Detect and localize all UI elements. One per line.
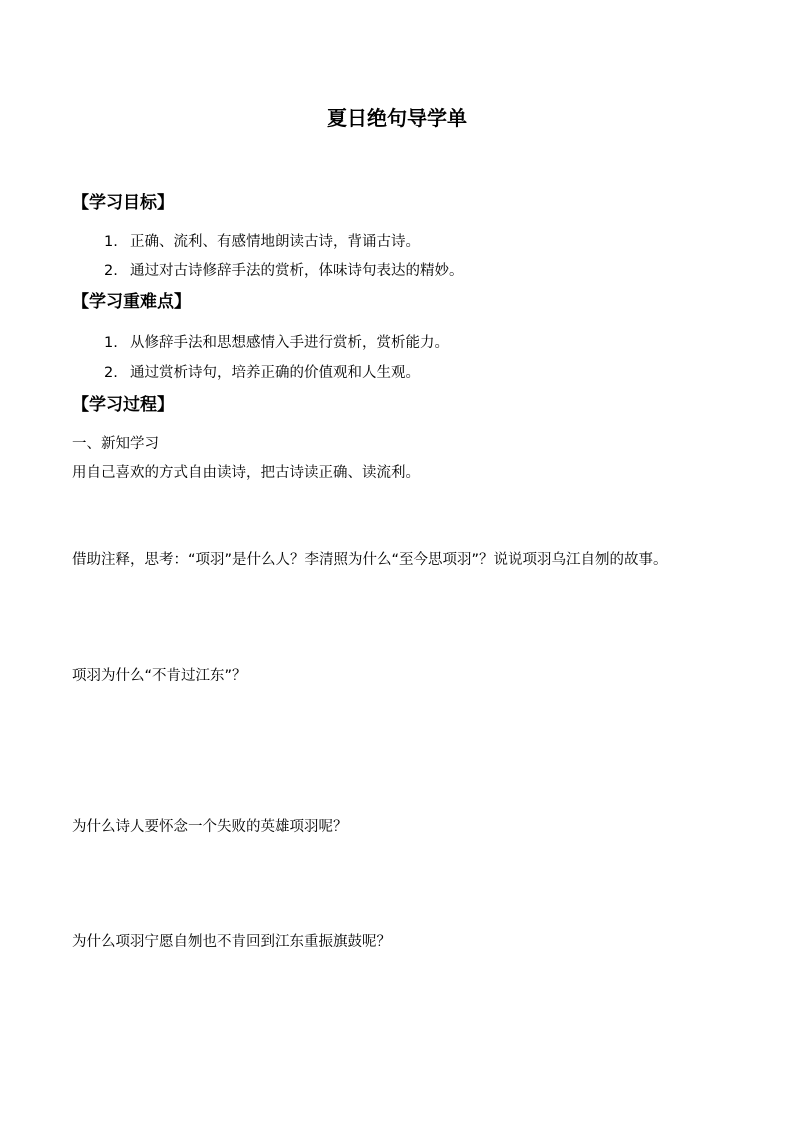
objectives-heading: 【学习目标】 [72, 193, 174, 213]
list-number: 2. [104, 365, 118, 381]
list-text: 通过赏析诗句，培养正确的价值观和人生观。 [130, 365, 420, 381]
list-text: 正确、流利、有感情地朗读古诗，背诵古诗。 [130, 234, 420, 250]
task-paragraph: 借助注释，思考：“项羽”是什么人？李清照为什么“至今思项羽”？说说项羽乌江自刎的故事。 [72, 552, 668, 568]
key-point-item [104, 332, 449, 354]
task-paragraph: 为什么项羽宁愿自刎也不肯回到江东重振旗鼓呢？ [72, 934, 391, 950]
list-text: 通过对古诗修辞手法的赏析，体味诗句表达的精妙。 [130, 263, 464, 279]
list-number: 2. [104, 263, 118, 279]
objective-item [104, 260, 464, 282]
task-paragraph: 项羽为什么“不肯过江东”？ [72, 668, 247, 684]
key-point-item [104, 362, 420, 384]
process-heading: 【学习过程】 [72, 395, 174, 415]
task-paragraph: 为什么诗人要怀念一个失败的英雄项羽呢？ [72, 819, 348, 835]
process-subheading: 一、新知学习 [72, 436, 159, 452]
task-paragraph: 用自己喜欢的方式自由读诗，把古诗读正确、读流利。 [72, 465, 420, 481]
objective-item [104, 231, 420, 253]
list-number: 1. [104, 335, 118, 351]
document-title: 夏日绝句导学单 [327, 106, 467, 130]
list-number: 1. [104, 234, 118, 250]
key-points-heading: 【学习重难点】 [72, 292, 191, 312]
list-text: 从修辞手法和思想感情入手进行赏析，赏析能力。 [130, 335, 449, 351]
